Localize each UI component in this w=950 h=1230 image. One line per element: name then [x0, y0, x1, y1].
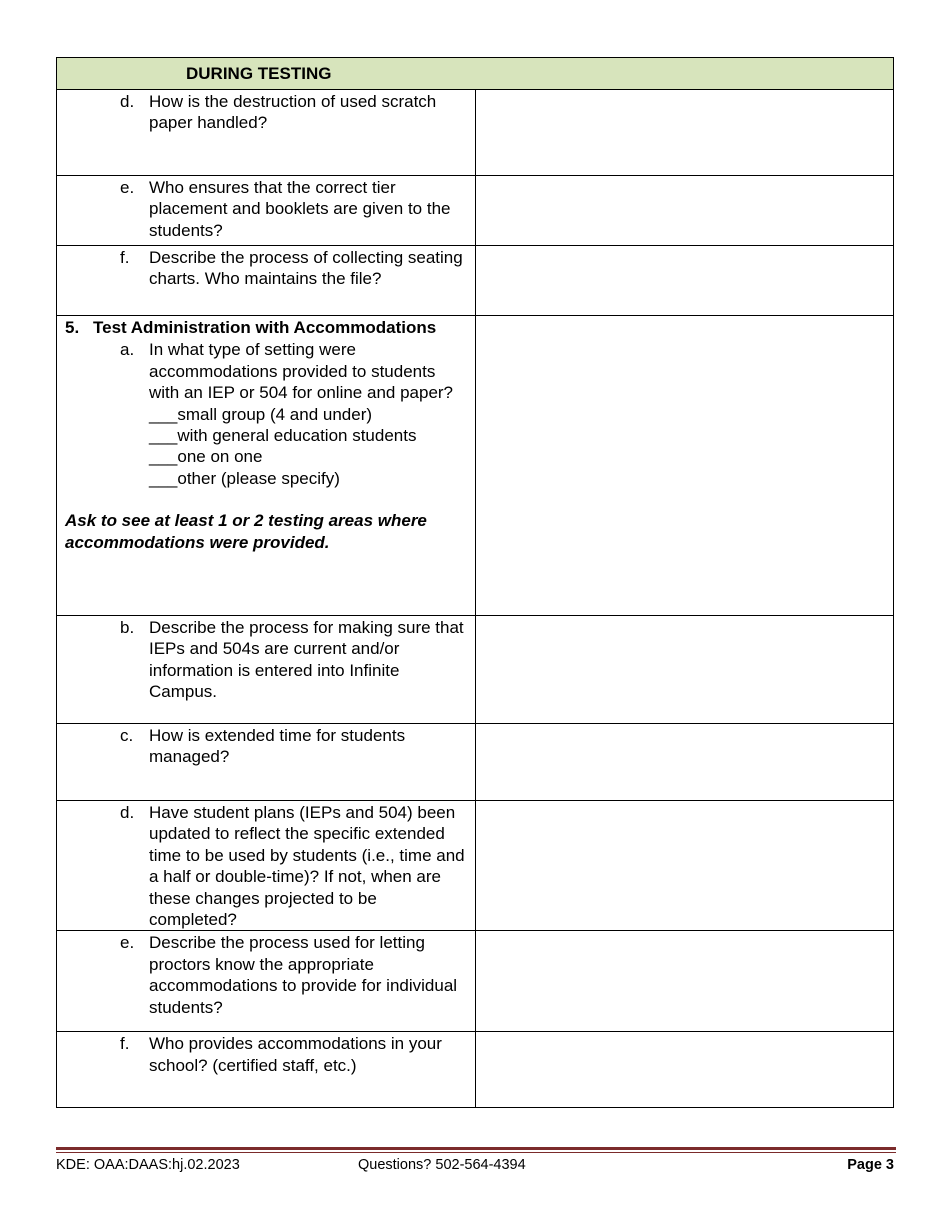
footer-questions: Questions? 502-564-4394	[358, 1157, 526, 1173]
item-label: d.	[120, 803, 135, 822]
table-row	[57, 316, 894, 616]
option-general-education: ___with general education students	[149, 426, 417, 446]
question-text: Describe the process of collecting seating charts. Who maintains the file?	[149, 248, 463, 289]
item-label: f.	[120, 248, 130, 267]
option-other: ___other (please specify)	[149, 468, 340, 488]
table-row	[57, 176, 894, 246]
item-label: f.	[120, 1034, 130, 1054]
question-text: How is extended time for students managed?	[149, 726, 406, 767]
table-row	[57, 616, 894, 724]
answer-cell[interactable]	[475, 246, 894, 316]
question-text: How is the destruction of used scratch paper handled?	[149, 92, 437, 133]
answer-cell[interactable]	[475, 1032, 894, 1108]
section-title: Test Administration with Accommodations	[93, 318, 437, 337]
item-label: e.	[120, 178, 135, 197]
item-label: e.	[120, 933, 135, 953]
footer-divider	[56, 1147, 896, 1153]
section-5-heading	[57, 316, 475, 338]
table-row	[57, 931, 894, 1032]
option-small-group: ___small group (4 and under)	[149, 404, 373, 424]
question-text: Who ensures that the correct tier placement and booklets are given to the students?	[149, 178, 451, 240]
item-label: b.	[120, 618, 135, 637]
footer-doc-id: KDE: OAA:DAAS:hj.02.2023	[56, 1157, 240, 1173]
answer-cell[interactable]	[475, 176, 894, 246]
during-testing-table	[56, 57, 894, 1108]
question-text: Describe the process used for letting proctors know the appropriate accommodations to provide for individual students?	[149, 933, 458, 1017]
question-text: Describe the process for making sure that IEPs and 504s are current and/or information is entered into Infinite Campus.	[149, 618, 464, 702]
item-label: d.	[120, 92, 135, 111]
answer-cell[interactable]	[475, 931, 894, 1032]
section-header: DURING TESTING	[57, 58, 894, 90]
option-one-on-one: ___one on one	[149, 447, 263, 467]
item-label: c.	[120, 726, 134, 745]
section-number: 5.	[65, 318, 80, 337]
page-number: Page 3	[847, 1157, 894, 1173]
setting-options	[57, 404, 475, 490]
instruction-note: Ask to see at least 1 or 2 testing areas where accommodations were provided.	[65, 511, 427, 552]
item-label: a.	[120, 340, 135, 360]
answer-cell[interactable]	[475, 316, 894, 616]
answer-cell[interactable]	[475, 801, 894, 931]
table-row	[57, 1032, 894, 1108]
section-header-row	[57, 58, 894, 90]
answer-cell[interactable]	[475, 616, 894, 724]
table-row	[57, 724, 894, 801]
table-row	[57, 90, 894, 176]
answer-cell[interactable]	[475, 724, 894, 801]
answer-cell[interactable]	[475, 90, 894, 176]
question-text: Who provides accommodations in your school? (certified staff, etc.)	[149, 1034, 442, 1075]
table-row	[57, 246, 894, 316]
question-text: In what type of setting were accommodations provided to students with an IEP or 504 for online and paper?	[149, 340, 454, 403]
table-row	[57, 801, 894, 931]
question-text: Have student plans (IEPs and 504) been updated to reflect the specific extended time to be used by students (i.e., time and a half or double-time)? If not, when are these changes projected to be completed?	[149, 803, 465, 930]
